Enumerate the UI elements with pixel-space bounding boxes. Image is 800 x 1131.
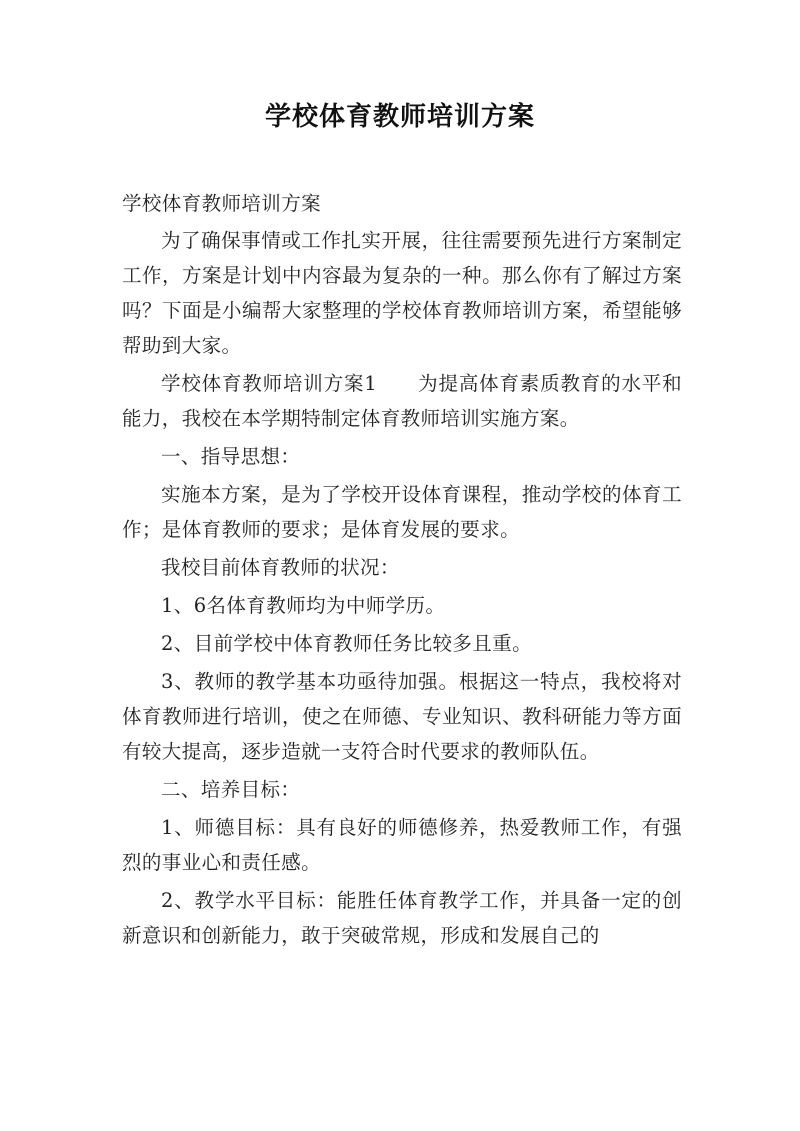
- paragraph-current-status: 我校目前体育教师的状况：: [161, 556, 400, 579]
- paragraph-plan-1: 学校体育教师培训方案1 为提高体育素质教育的水平和能力，我校在本学期特制定体育教师培训实施方案。: [122, 372, 682, 430]
- list-item-status-1: 1、6名体育教师均为中师学历。: [161, 594, 446, 617]
- paragraph-implementation: 实施本方案，是为了学校开设体育课程，推动学校的体育工作；是体育教师的要求；是体育发展的要求。: [122, 483, 682, 541]
- list-item-status-3: 3、教师的教学基本功亟待加强。根据这一特点，我校将对体育教师进行培训，使之在师德、专业知识、教科研能力等方面有较大提高，逐步造就一支符合时代要求的教师队伍。: [122, 670, 682, 763]
- heading-guiding-thought: 一、指导思想：: [161, 445, 301, 468]
- paragraph-subtitle: 学校体育教师培训方案: [122, 192, 322, 215]
- list-item-goal-2: 2、教学水平目标：能胜任体育教学工作，并具备一定的创新意识和创新能力，敢于突破常规，形成和发展自己的: [122, 889, 682, 947]
- heading-training-goals: 二、培养目标：: [161, 778, 301, 801]
- list-item-goal-1: 1、师德目标：具有良好的师德修养，热爱教师工作，有强烈的事业心和责任感。: [122, 816, 682, 874]
- document-body: [122, 186, 682, 956]
- paragraph-intro: 为了确保事情或工作扎实开展，往往需要预先进行方案制定工作，方案是计划中内容最为复杂的一种。那么你有了解过方案吗？下面是小编帮大家整理的学校体育教师培训方案，希望能够帮助到大家。: [122, 229, 682, 357]
- list-item-status-2: 2、目前学校中体育教师任务比较多且重。: [161, 632, 533, 655]
- document-title: 学校体育教师培训方案: [264, 102, 535, 132]
